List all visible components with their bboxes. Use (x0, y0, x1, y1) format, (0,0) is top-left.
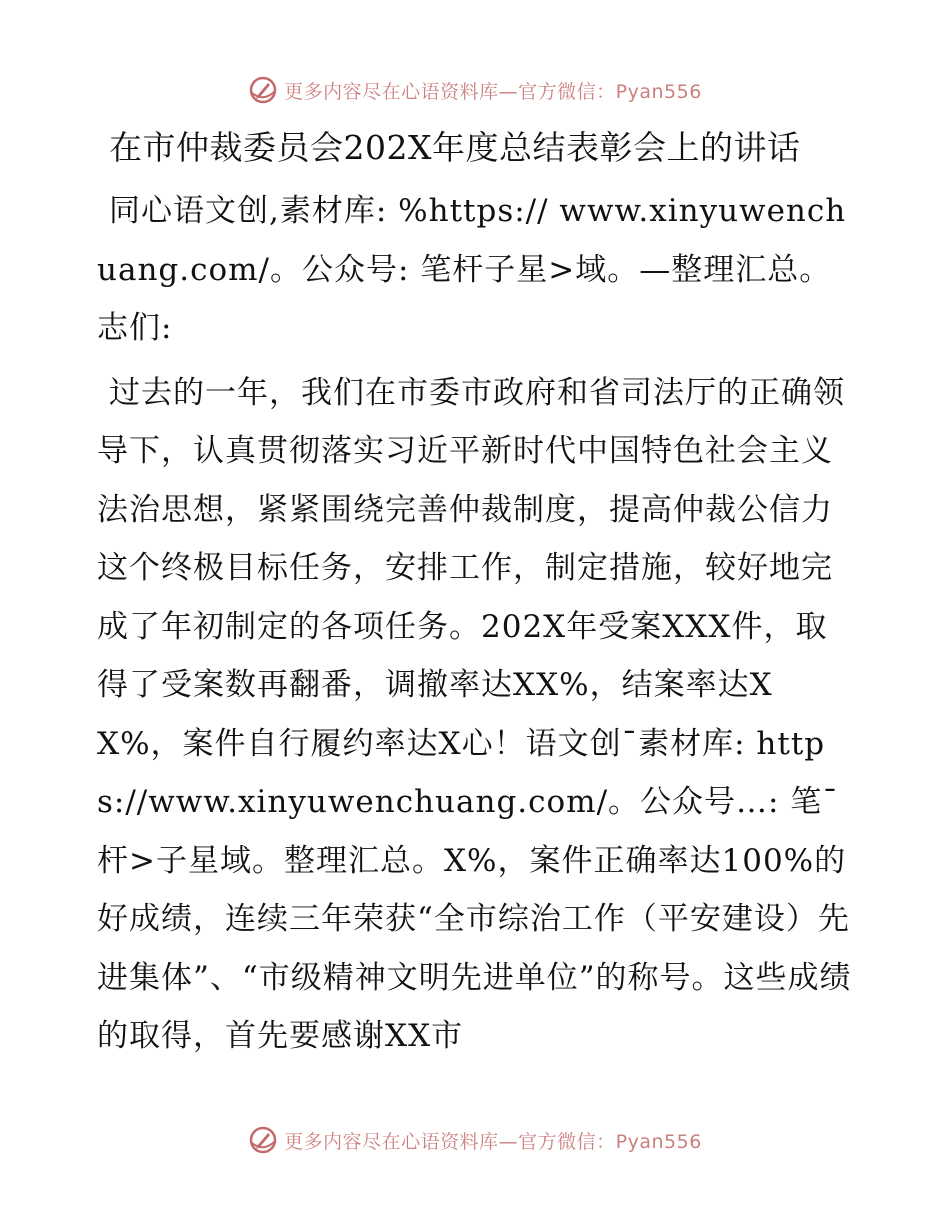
watermark-text: 更多内容尽在心语资料库—官方微信：Pyan556 (284, 80, 702, 103)
document-title: 在市仲裁委员会202X年度总结表彰会上的讲话 (109, 128, 801, 167)
quill-seal-icon (248, 75, 278, 105)
intro-paragraph: 同心语文创,素材库: %https:// www.xinyuwenchuang.com/。公众号: 笔杆子星>域。—整理汇总。志们: (97, 193, 847, 346)
footer-watermark (0, 1120, 950, 1160)
watermark-text: 更多内容尽在心语资料库—官方微信：Pyan556 (284, 1130, 702, 1153)
body-paragraph: 过去的一年，我们在市委市政府和省司法厅的正确领导下，认真贯彻落实习近平新时代中国特色社会主义法治思想，紧紧围绕完善仲裁制度，提高仲裁公信力这个终极目标任务，安排工作，制定措施，较好地完成了年初制定的各项任务。202X年受案XXX件，取得了受案数再翻番，调撤率达XX%，结案率达XX%，案件自行履约率达X心！语文创¯素材库: https://www.xinyuwenchuang.com/。公众号…: 笔¯杆>子星域。整理汇总。X%，案件正确率达100%的好成绩，连续三年荣获“全市综治工作（平安建设）先进集体”、“市级精神文明先进单位”的称号。这些成绩的取得，首先要感谢XX市 (97, 374, 852, 1054)
header-watermark (0, 70, 950, 110)
document-body (97, 122, 857, 1066)
quill-seal-icon (248, 1125, 278, 1155)
